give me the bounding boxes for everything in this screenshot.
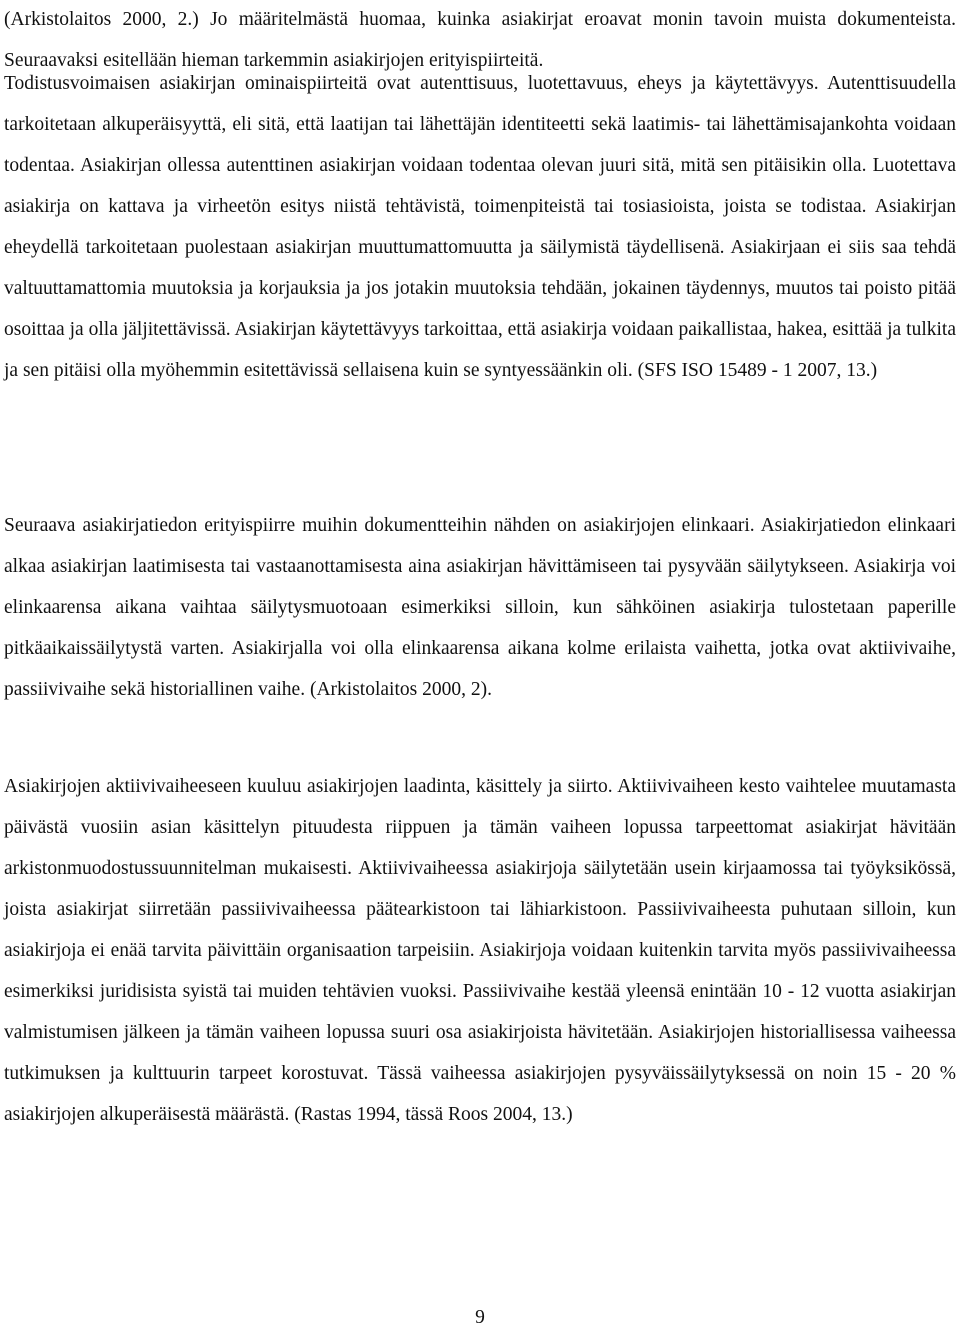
paragraph-elinkaaren-vaiheet: Asiakirjojen aktiivivaiheeseen kuuluu asiakirjojen laadinta, käsittely ja siirto. Aktiivivaiheen kesto vaihtelee muutamasta päivästä vuosiin asian käsittelyn pituudesta riippuen ja tämän vaiheen lopussa tarpeettomat asiakirjat hävitään arkistonmuodostussuunnitelman mukaisesti. Aktiivivaiheessa asiakirjoja säilytetään usein kirjaamossa tai työyksikössä, joista asiakirjat siirretään passiivivaiheessa päätearkistoon tai lähiarkistoon. Passiivivaiheesta puhutaan silloin, kun asiakirjoja ei enää tarvita päivittäin organisaation tarpeisiin. Asiakirjoja voidaan kuitenkin tarvita myös passiivivaiheessa esimerkiksi juridisista syistä tai muiden tehtävien vuoksi. Passiivivaihe kestää yleensä enintään 10 - 12 vuotta asiakirjan valmistumisen jälkeen ja tämän vaiheen lopussa suuri osa asiakirjoista hävitetään. Asiakirjojen historiallisessa vaiheessa tutkimuksen ja kulttuurin tarpeet korostuvat. Tässä vaiheessa asiakirjojen pysyväissäilytyksessä on noin 15 - 20 % asiakirjojen alkuperäisestä määrästä. (Rastas 1994, tässä Roos 2004, 13.) xyxy=(4,776,956,1125)
paragraph-asiakirjan-ominaispiirteet: Todistusvoimaisen asiakirjan ominaispiirteitä ovat autenttisuus, luotettavuus, eheys ja käytettävyys. Autenttisuudella tarkoitetaan alkuperäisyyttä, eli sitä, että laatijan tai lähettäjän identiteetti sekä laatimis- tai lähettämisajankohta voidaan todentaa. Asiakirjan ollessa autenttinen asiakirjan voidaan todentaa olevan juuri sitä, mitä sen pitäisikin olla. Luotettava asiakirja on kattava ja virheetön esitys niistä tehtävistä, toimenpiteistä tai tosiasioista, joista se todistaa. Asiakirjan eheydellä tarkoitetaan puolestaan asiakirjan muuttumattomuutta ja säilymistä täydellisenä. Asiakirjaan ei siis saa tehdä valtuuttamattomia muutoksia ja korjauksia ja jos jotakin muutoksia tehdään, jokainen täydennys, muutos tai poisto pitää osoittaa ja olla jäljitettävissä. Asiakirjan käytettävyys tarkoittaa, että asiakirja voidaan paikallistaa, hakea, esittää ja tulkita ja sen pitäisi olla myöhemmin esitettävissä sellaisena kuin se syntyessäänkin oli. (SFS ISO 15489 - 1 2007, 13.) xyxy=(4,73,956,381)
page-number: 9 xyxy=(475,1307,485,1328)
paragraph-arkistolaitos-continuation: (Arkistolaitos 2000, 2.) Jo määritelmästä huomaa, kuinka asiakirjat eroavat monin tavoin muista dokumenteista. Seuraavaksi esitellään hieman tarkemmin asiakirjojen erityispiirteitä. xyxy=(4,9,956,71)
paragraph-asiakirjan-elinkaari: Seuraava asiakirjatiedon erityispiirre muihin dokumentteihin nähden on asiakirjojen elinkaari. Asiakirjatiedon elinkaari alkaa asiakirjan laatimisesta tai vastaanottamisesta aina asiakirjan hävittämiseen tai pysyvään säilytykseen. Asiakirja voi elinkaarensa aikana vaihtaa säilytysmuotoaan esimerkiksi silloin, kun sähköinen asiakirja tulostetaan paperille pitkäaikaissäilytystä varten. Asiakirjalla voi olla elinkaarensa aikana kolme erilaista vaihetta, jotka ovat aktiivivaihe, passiivivaihe sekä historiallinen vaihe. (Arkistolaitos 2000, 2). xyxy=(4,515,956,700)
document-page xyxy=(4,0,956,1333)
